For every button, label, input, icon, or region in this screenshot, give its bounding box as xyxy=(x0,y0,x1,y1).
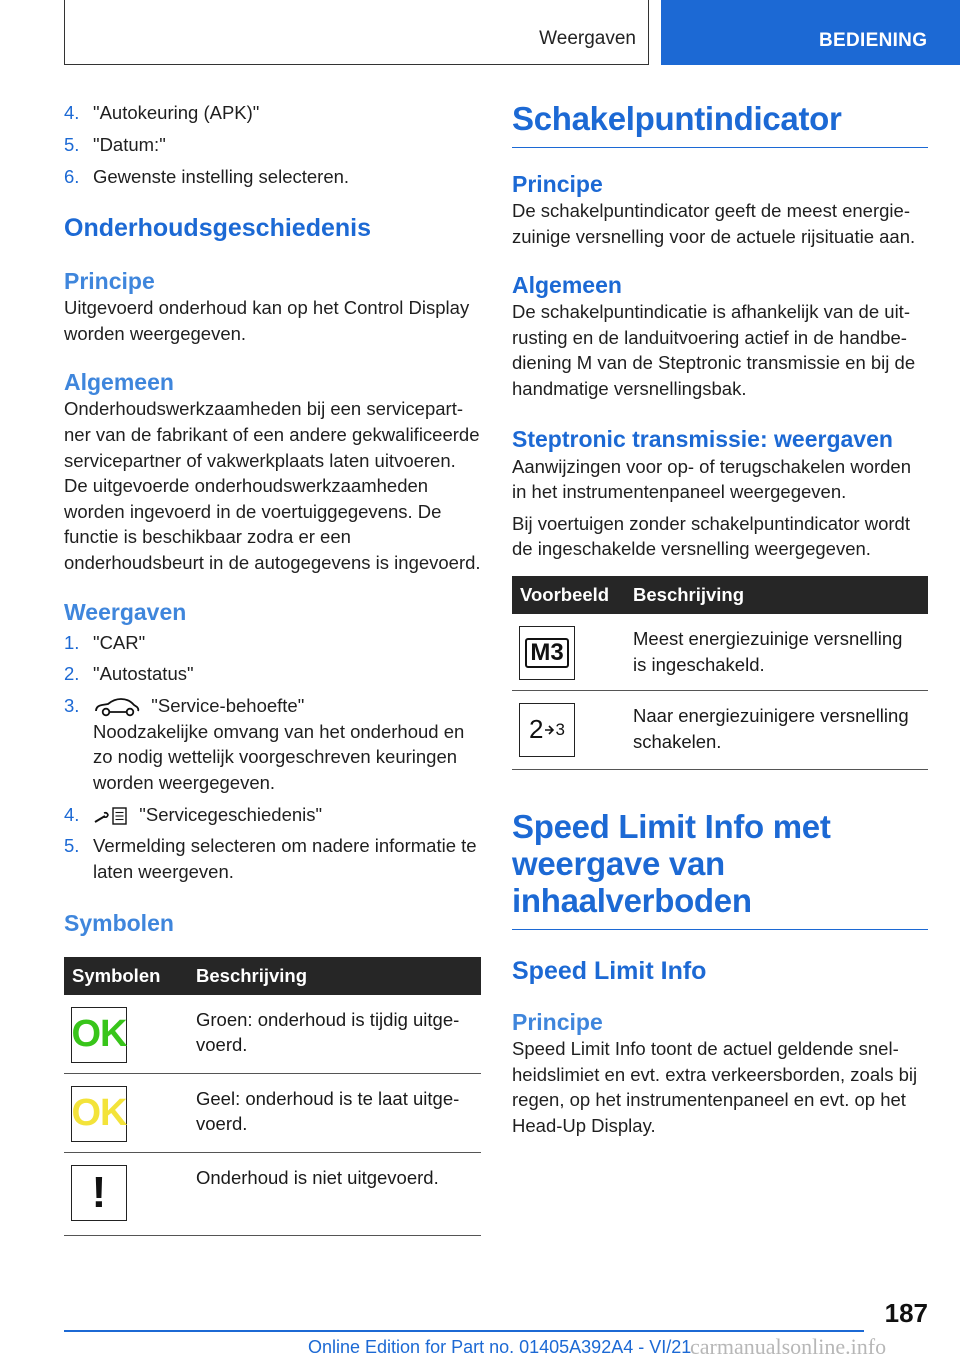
section-heading-onderhoudsgeschiedenis: Onderhoudsgeschiedenis xyxy=(64,214,372,243)
subheading-principe: Principe xyxy=(512,171,603,197)
footer-edition: Online Edition for Part no. 01405A392A4 - VI/21 xyxy=(308,1337,692,1357)
subheading-algemeen: Algemeen xyxy=(64,369,174,396)
paragraph-algemeen: De schakelpuntindicatie is afhankelijk van de uitrusting en de landuitvoering actief in de handbediening M van de Steptronic transmissie en bij de handmatige versnellingsbak. xyxy=(512,301,916,399)
steps-list-top xyxy=(64,100,481,189)
list-item: 3. "Service-behoefte" Noodzakelijke omvang van het onderhoud en zo nodig wettelijk voorgeschreven keuringen worden weergegeven. xyxy=(64,695,465,793)
footer-divider xyxy=(64,1330,864,1332)
header-section-title: Weergaven xyxy=(539,28,636,49)
paragraph-principe: De schakelpuntindicator geeft de meest energiezuinige versnelling voor de actuele rijsituatie aan. xyxy=(512,200,916,247)
list-item: 5. "Datum:" xyxy=(64,133,166,155)
list-item: 5. Vermelding selecteren om nadere informatie te laten weergeven. xyxy=(64,835,477,882)
list-item: 4. "Servicegeschiedenis" xyxy=(64,802,481,828)
paragraph-speed-principe: Speed Limit Info toont de actuel geldende snelheidslimiet en evt. extra verkeersborden, zoals bij regen, op het instrumentenpaneel en evt. op het Head-Up Display. xyxy=(512,1037,918,1136)
subheading-principe: Principe xyxy=(64,268,155,295)
exclamation-icon: ! xyxy=(71,1165,127,1221)
subheading-weergaven: Weergaven xyxy=(64,598,187,625)
car-icon xyxy=(93,696,141,718)
ok-yellow-icon: OK xyxy=(71,1086,127,1142)
section-heading-speed-limit: Speed Limit Info met weergave van inhaalverboden xyxy=(512,808,928,930)
table-header: Symbolen xyxy=(64,957,188,995)
table-row: ! Onderhoud is niet uitgevoerd. xyxy=(64,1152,481,1235)
steps-list-weergaven xyxy=(64,630,481,885)
section-heading-schakelpuntindicator: Schakelpuntindicator xyxy=(512,100,928,148)
list-item: 4. "Autokeuring (APK)" xyxy=(64,102,260,123)
arrow-right-icon xyxy=(544,723,556,737)
table-header: Beschrijving xyxy=(188,957,481,995)
table-row: OK Groen: onderhoud is tijdig uitgevoerd. xyxy=(64,995,481,1074)
paragraph-steptronic-2: Bij voertuigen zonder schakelpuntindicator wordt de ingeschakelde versnelling weergegeven. xyxy=(512,512,910,560)
shift-indicator-table xyxy=(512,576,928,770)
subheading-symbolen: Symbolen xyxy=(64,909,174,936)
list-item: 1. "CAR" xyxy=(64,631,146,653)
table-header: Voorbeeld xyxy=(512,576,625,614)
list-item: 6. Gewenste instelling selecteren. xyxy=(64,165,350,187)
service-history-icon xyxy=(93,805,129,827)
subheading-algemeen: Algemeen xyxy=(512,272,622,299)
left-column xyxy=(64,100,481,1236)
watermark: carmanualsonline.info xyxy=(690,1334,887,1359)
gear-shift-up-icon: 2 3 xyxy=(519,703,575,757)
table-row: OK Geel: onderhoud is te laat uitgevoerd. xyxy=(64,1073,481,1152)
paragraph-principe: Uitgevoerd onderhoud kan op het Control Display worden weergegeven. xyxy=(64,297,470,344)
subheading-principe: Principe xyxy=(512,1008,603,1035)
paragraph-steptronic-1: Aanwijzingen voor op- of terugschakelen worden in het instrumentenpaneel weergegeven. xyxy=(512,455,912,503)
table-row: 2 3 Naar energiezuinigere versnelling schakelen. xyxy=(512,690,928,769)
table-header: Beschrijving xyxy=(625,576,928,614)
header-chapter-tab: BEDIENING xyxy=(661,0,960,65)
right-column xyxy=(512,100,928,1138)
subheading-speed-limit-info: Speed Limit Info xyxy=(512,956,707,985)
ok-green-icon: OK xyxy=(71,1007,127,1063)
table-row: M3 Meest energiezuinige versnelling is ingeschakeld. xyxy=(512,614,928,691)
list-item: 2. "Autostatus" xyxy=(64,663,194,685)
page-number: 187 xyxy=(884,1298,928,1328)
gear-m3-icon: M3 xyxy=(519,626,575,680)
paragraph-algemeen: Onderhoudswerkzaamheden bij een servicepartner van de fabrikant of een andere gekwalificeerde servicepartner of vakwerkplaats laten uitvoeren. De uitgevoerde onderhoudswerkzaamheden worden ingevoerd in de voertuiggegevens. De functie is beschikbaar zodra er een onderhoudsbeurt in de autogegevens is ingevoerd. xyxy=(64,398,481,573)
subheading-steptronic: Steptronic transmissie: weergaven xyxy=(512,425,893,452)
symbols-table xyxy=(64,957,481,1236)
